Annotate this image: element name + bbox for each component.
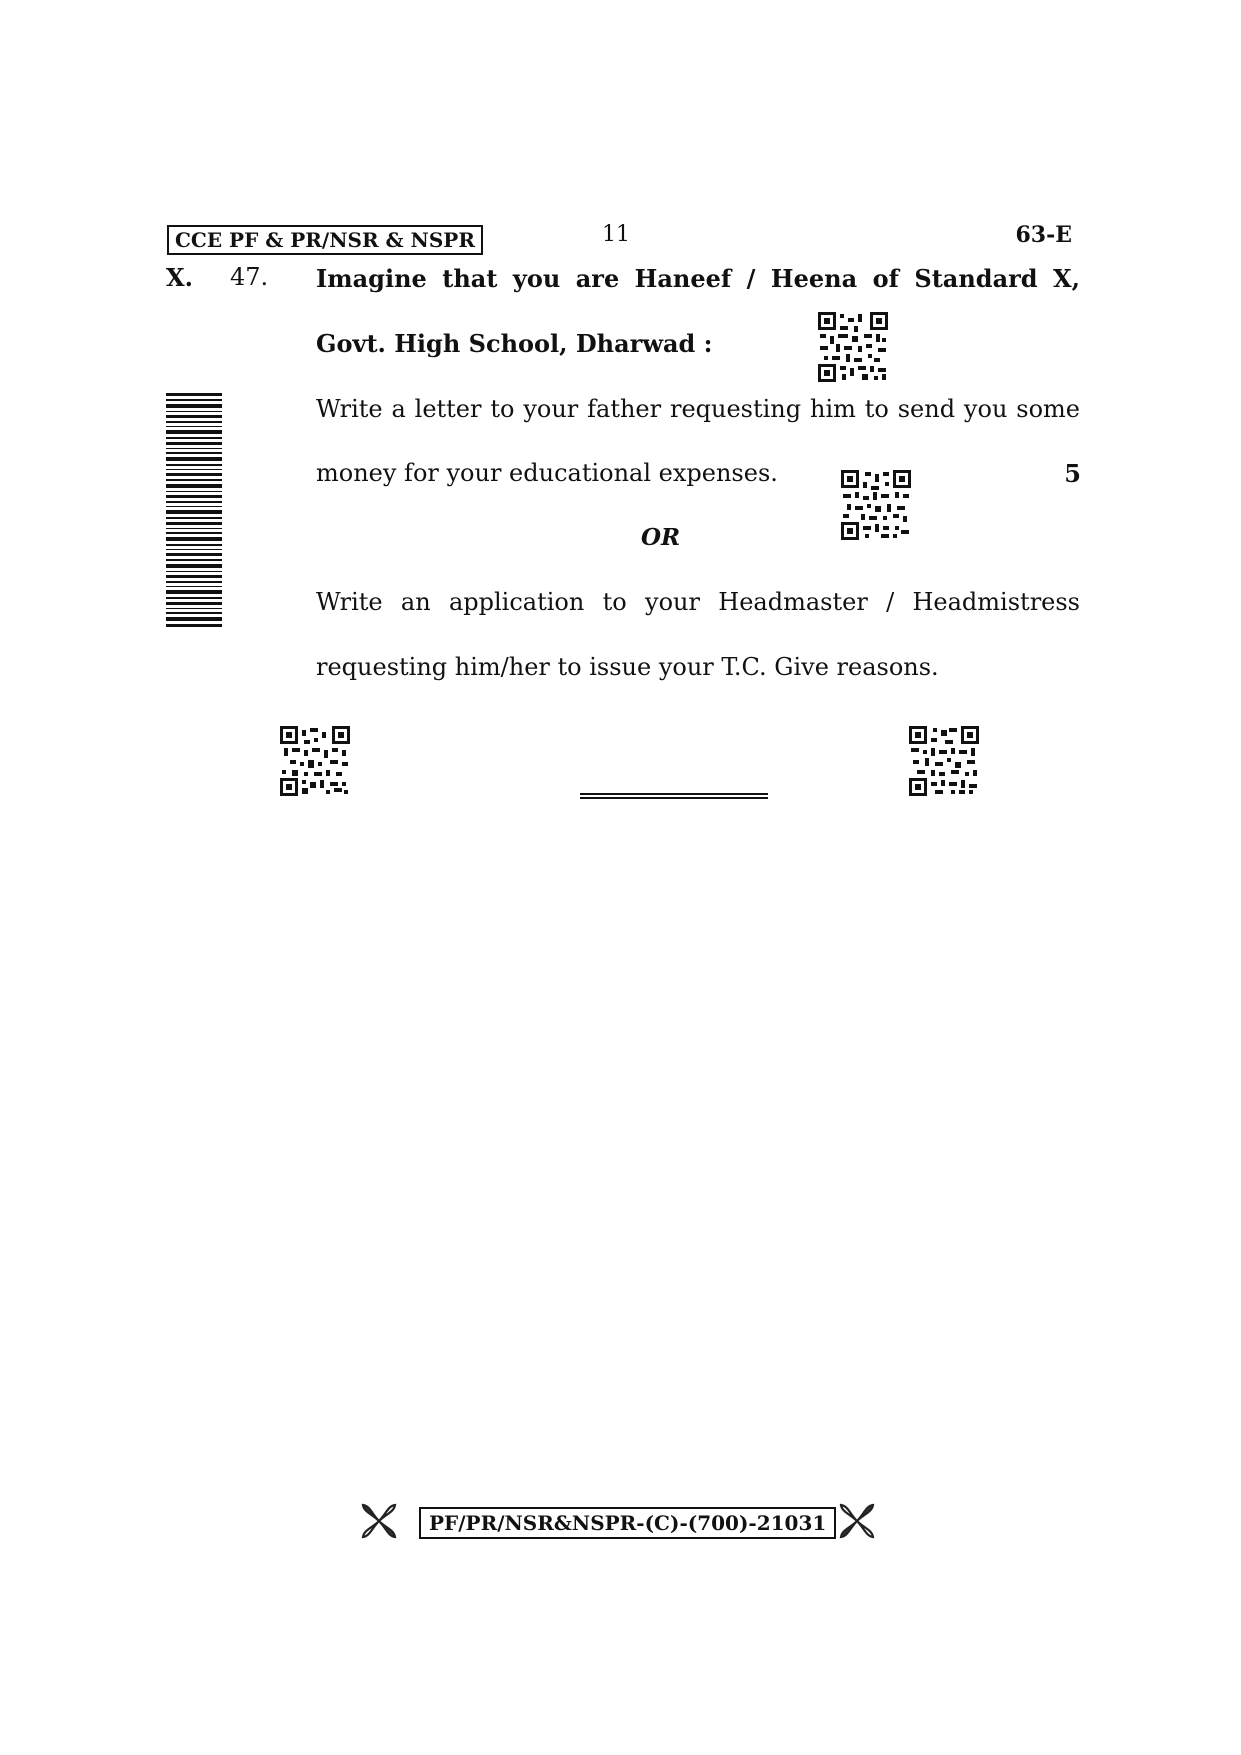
marks-value: 5 xyxy=(1064,459,1081,488)
qr-code-icon xyxy=(841,470,911,540)
page-number: 11 xyxy=(602,222,630,247)
section-label: X. xyxy=(166,263,193,292)
flower-ornament-icon xyxy=(838,1502,876,1540)
qr-code-icon xyxy=(818,312,888,382)
footer-code-box: PF/PR/NSR&NSPR-(C)-(700)-21031 xyxy=(419,1507,836,1539)
qr-code-icon xyxy=(909,726,979,796)
option1-line1: Write a letter to your father requesting him to send you some xyxy=(316,395,1080,423)
qr-code-icon xyxy=(280,726,350,796)
paper-code: 63-E xyxy=(1015,222,1072,248)
series-code-box: CCE PF & PR/NSR & NSPR xyxy=(167,225,483,255)
question-heading-line1: Imagine that you are Haneef / Heena of Standard X, xyxy=(316,264,1080,293)
question-heading-line2: Govt. High School, Dharwad : xyxy=(316,329,713,358)
end-of-question-rule xyxy=(580,793,768,799)
flower-ornament-icon xyxy=(360,1502,398,1540)
option2-line1: Write an application to your Headmaster / Headmistress xyxy=(316,588,1080,616)
barcode-icon xyxy=(166,393,222,628)
question-number: 47. xyxy=(230,263,269,291)
option2-line2: requesting him/her to issue your T.C. Give reasons. xyxy=(316,653,939,681)
or-separator: OR xyxy=(641,524,681,551)
option1-line2: money for your educational expenses. xyxy=(316,459,778,487)
